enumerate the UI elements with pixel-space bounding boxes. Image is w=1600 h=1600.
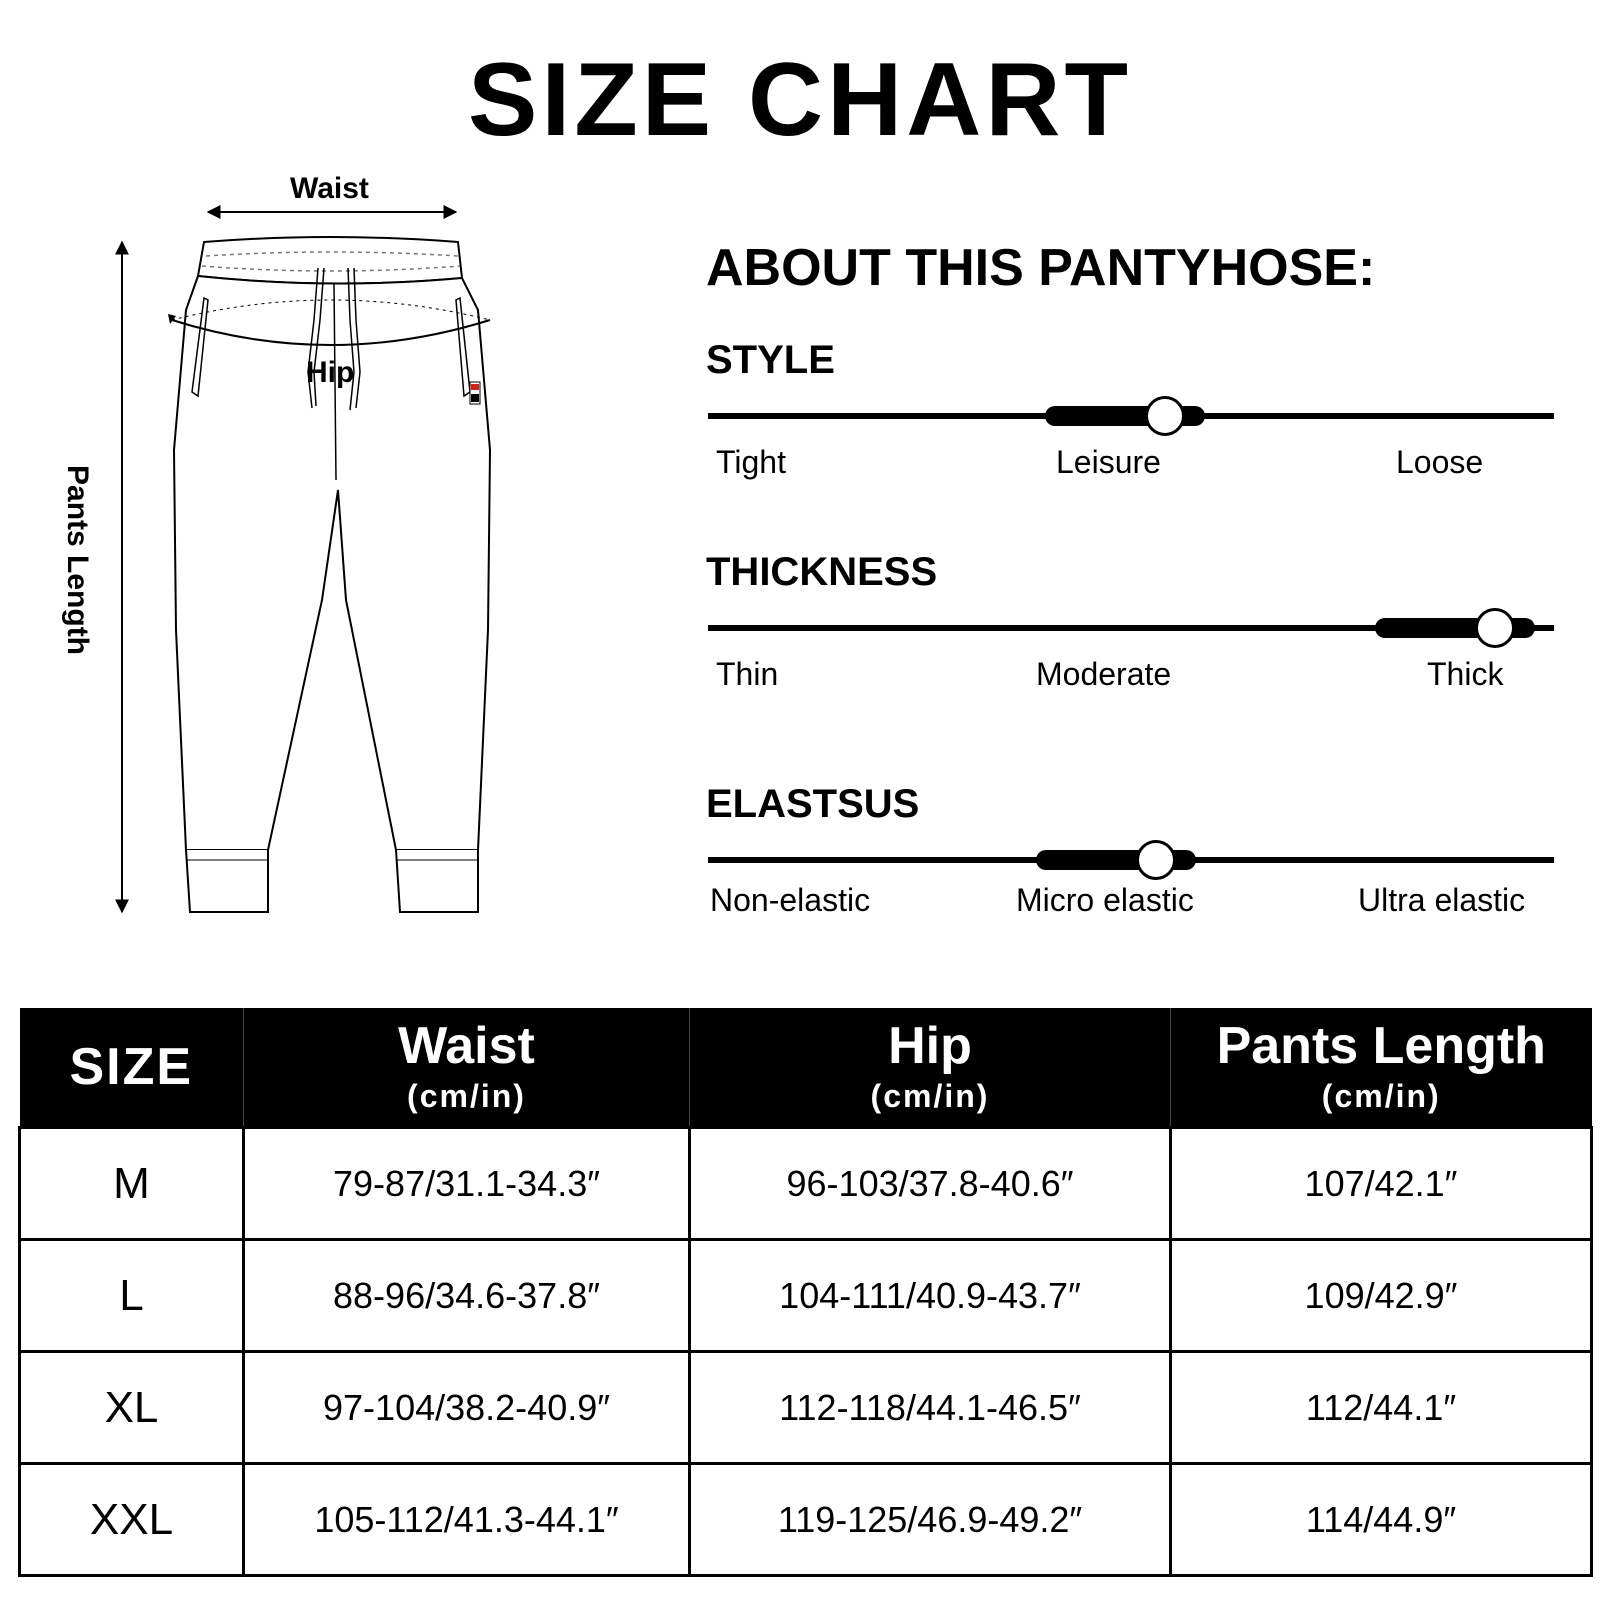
scale-title: THICKNESS [706,550,938,594]
header-pants-length [1171,1008,1592,1128]
length-cell: 107/42.1″ [1171,1128,1592,1240]
style-scale [706,340,1554,520]
scale-title: STYLE [706,338,835,382]
table-row [20,1240,1592,1352]
scale-label-high: Thick [1427,656,1504,692]
page-title: SIZE CHART [468,42,1132,158]
header-waist [244,1008,690,1128]
scale-title: ELASTSUS [706,782,920,826]
hip-cell: 119-125/46.9-49.2″ [690,1464,1171,1576]
header-hip-label: Hip [888,1017,972,1076]
length-cell: 112/44.1″ [1171,1352,1592,1464]
scale-label-low: Tight [716,444,786,480]
scale-label-low: Thin [716,656,779,692]
scale-label-high: Ultra elastic [1358,882,1526,918]
pants-length-label [60,465,94,865]
waist-cell: 105-112/41.3-44.1″ [244,1464,690,1576]
header-size [20,1008,244,1128]
scale-label-low: Non-elastic [710,882,871,918]
hip-cell: 112-118/44.1-46.5″ [690,1352,1171,1464]
size-table [18,1008,1593,1577]
size-cell: M [20,1128,244,1240]
scale-label-mid: Micro elastic [1016,882,1194,918]
size-cell: L [20,1240,244,1352]
scale-knob [1475,608,1515,648]
header-waist-label: Waist [398,1017,535,1076]
header-length-unit: (cm/in) [1321,1077,1441,1114]
hip-cell: 104-111/40.9-43.7″ [690,1240,1171,1352]
thickness-scale [706,552,1554,732]
table-header-row [20,1008,1592,1128]
pants-diagram [0,160,640,930]
elasticity-scale [706,784,1554,964]
waist-label: Waist [290,172,369,205]
waist-cell: 79-87/31.1-34.3″ [244,1128,690,1240]
pants-illustration [0,160,640,930]
hip-cell: 96-103/37.8-40.6″ [690,1128,1171,1240]
table-row [20,1128,1592,1240]
size-cell: XL [20,1352,244,1464]
waist-cell: 88-96/34.6-37.8″ [244,1240,690,1352]
length-cell: 109/42.9″ [1171,1240,1592,1352]
scale-knob [1136,840,1176,880]
pants-length-text: Pants Length [61,465,94,656]
length-cell: 114/44.9″ [1171,1464,1592,1576]
waist-cell: 97-104/38.2-40.9″ [244,1352,690,1464]
scale-label-high: Loose [1396,444,1484,480]
scale-label-mid: Moderate [1036,656,1172,692]
scale-knob [1145,396,1185,436]
table-row [20,1464,1592,1576]
table-row [20,1352,1592,1464]
header-waist-unit: (cm/in) [407,1077,526,1114]
size-cell: XXL [20,1464,244,1576]
header-length-label: Pants Length [1216,1017,1546,1076]
header-hip-unit: (cm/in) [870,1077,990,1114]
header-hip [690,1008,1171,1128]
hip-label: Hip [306,356,355,389]
scale-label-mid: Leisure [1056,444,1161,480]
about-heading: ABOUT THIS PANTYHOSE: [706,239,1376,297]
header-size-label: SIZE [69,1038,194,1096]
